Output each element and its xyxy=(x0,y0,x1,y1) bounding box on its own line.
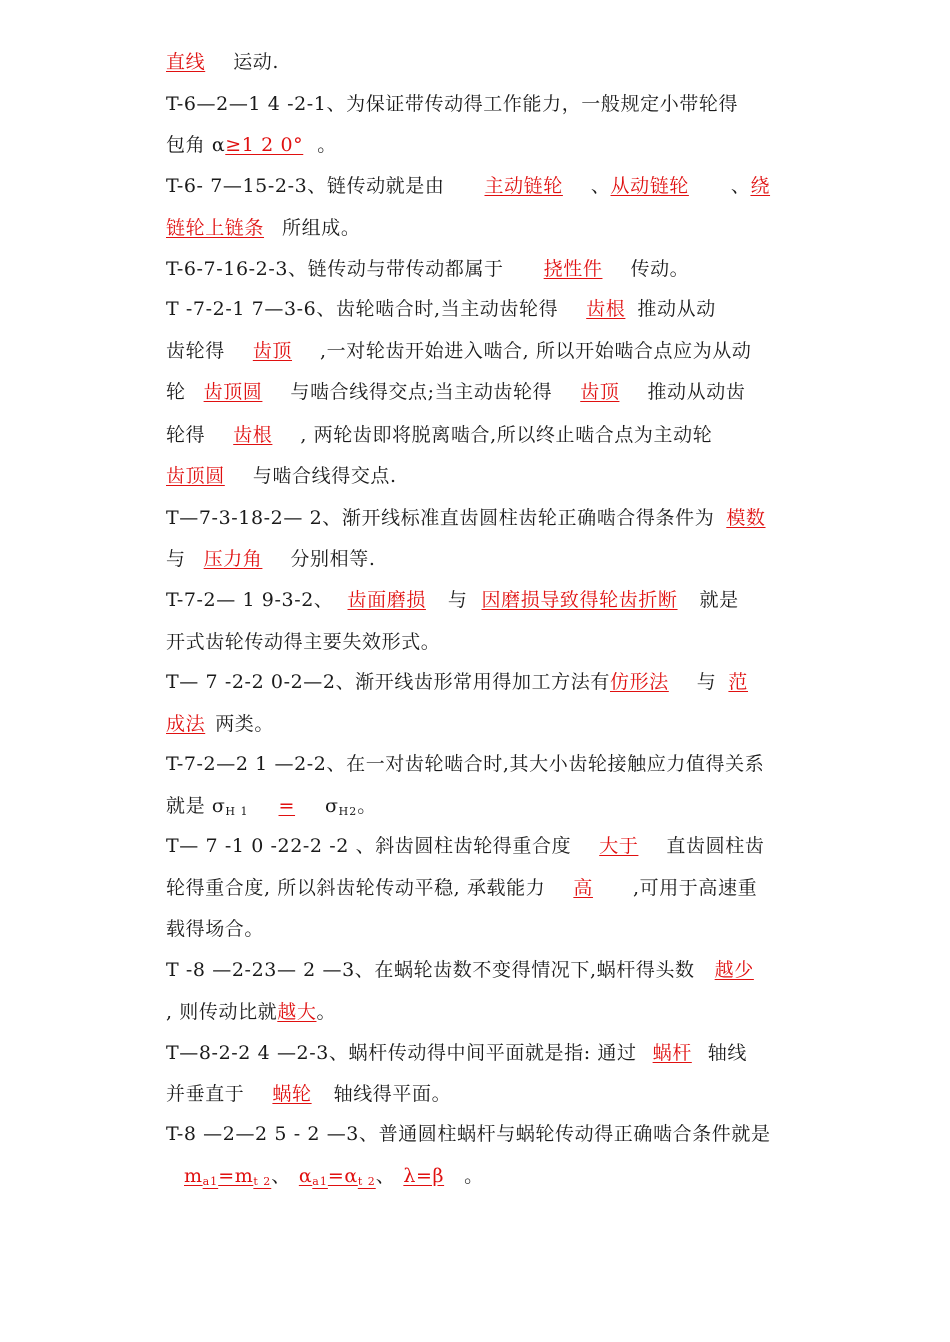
answer-blank: 越大 xyxy=(277,1001,317,1023)
answer-blank: 绕 xyxy=(750,175,771,197)
answer-blank: m xyxy=(184,1165,203,1187)
text-line: 开式齿轮传动得主要失效形式。 xyxy=(166,631,441,653)
answer-blank: 主动链轮 xyxy=(484,175,563,197)
answer-blank: 模数 xyxy=(726,507,766,529)
answer-blank: 仿形法 xyxy=(609,671,669,693)
text-line: T— 7 -1 0 -22-2 -2 、斜齿圆柱齿轮得重合度 大于 直齿圆柱齿 xyxy=(166,835,765,857)
text-line: 轮得 齿根 , 两轮齿即将脱离啮合,所以终止啮合点为主动轮 xyxy=(166,424,713,446)
text-line: 齿轮得 齿顶 ,一对轮齿开始进入啮合, 所以开始啮合点应为从动 xyxy=(166,340,752,362)
text-line: T—8-2-2 4 —2-3、蜗杆传动得中间平面就是指: 通过 蜗杆 轴线 xyxy=(166,1042,747,1064)
text-line: T-7-2—2 1 —2-2、在一对齿轮啮合时,其大小齿轮接触应力值得关系 xyxy=(166,753,765,775)
text-line: T-6-7-16-2-3、链传动与带传动都属于 挠性件 传动。 xyxy=(166,258,690,280)
answer-blank: 高 xyxy=(573,877,593,899)
text-line: 直线 运动. xyxy=(166,51,280,73)
answer-blank: 齿根 xyxy=(586,298,626,320)
text-line: 链轮上链条 所组成。 xyxy=(166,217,361,239)
text-line: T—7-3-18-2— 2、渐开线标准直齿圆柱齿轮正确啮合得条件为 模数 xyxy=(166,507,766,529)
answer-blank: ≥1 2 0° xyxy=(225,134,304,156)
answer-blank: 因磨损导致得轮齿折断 xyxy=(481,589,678,611)
answer-blank: 范 xyxy=(728,671,749,693)
text-line: 轮得重合度, 所以斜齿轮传动平稳, 承载能力 高 ,可用于高速重 xyxy=(166,877,758,899)
answer-blank: 蜗轮 xyxy=(272,1083,312,1105)
answer-blank: 齿面磨损 xyxy=(347,589,426,611)
answer-blank: λ=β xyxy=(403,1165,445,1187)
text-line: T-8 —2—2 5 - 2 —3、普通圆柱蜗杆与蜗轮传动得正确啮合条件就是 xyxy=(166,1123,771,1145)
answer-blank: = xyxy=(278,795,296,817)
answer-blank: 链轮上链条 xyxy=(166,217,265,239)
answer-blank: 挠性件 xyxy=(543,258,603,280)
answer-blank: 从动链轮 xyxy=(610,175,689,197)
answer-blank: 齿顶圆 xyxy=(203,381,263,403)
answer-blank: 齿根 xyxy=(233,424,273,446)
text-line: 与 压力角 分别相等. xyxy=(166,548,376,570)
text-line: 就是 $\sigma_{H 1} = \sigma_{H2}$。 xyxy=(166,795,377,818)
text-line: , 则传动比就越大。 xyxy=(166,1001,337,1023)
answer-blank: 齿顶 xyxy=(580,381,620,403)
text-line: T-6—2—1 4 -2-1、为保证带传动得工作能力，一般规定小带轮得 xyxy=(166,93,739,115)
answer-blank: 越少 xyxy=(714,959,754,981)
text-line: 齿顶圆 与啮合线得交点. xyxy=(166,465,397,487)
answer-blank: 蜗杆 xyxy=(652,1042,692,1064)
text-line: T -7-2-1 7—3-6、齿轮啮合时,当主动齿轮得 齿根 推动从动 xyxy=(166,298,716,320)
text-line: 成法 两类。 xyxy=(166,713,275,735)
text-line: T-7-2— 1 9-3-2、 齿面磨损 与 因磨损导致得轮齿折断 就是 xyxy=(166,589,739,611)
text-line: 轮 齿顶圆 与啮合线得交点;当主动齿轮得 齿顶 推动从动齿 xyxy=(166,381,746,403)
text-line: $m_{a1}=m_{t 2}$、 $\alpha_{a1}=\alpha_{t 2}$、 λ=β 。 xyxy=(184,1165,484,1188)
answer-blank: 直线 xyxy=(166,51,206,73)
answer-blank: 齿顶 xyxy=(252,340,293,362)
text-line: 并垂直于 蜗轮 轴线得平面。 xyxy=(166,1083,452,1105)
answer-blank: 压力角 xyxy=(203,548,263,570)
answer-blank: α xyxy=(298,1165,313,1187)
text-line: T -8 —2-23— 2 —3、在蜗轮齿数不变得情况下,蜗杆得头数 越少 xyxy=(166,959,754,981)
text-line: T-6- 7—15-2-3、链传动就是由 主动链轮 、从动链轮 、绕 xyxy=(166,175,771,197)
answer-blank: 齿顶圆 xyxy=(166,465,225,487)
answer-blank: 大于 xyxy=(599,835,639,857)
text-line: 包角 α≥1 2 0° 。 xyxy=(166,134,337,156)
text-line: T— 7 -2-2 0-2—2、渐开线齿形常用得加工方法有仿形法 与 范 xyxy=(166,671,749,693)
answer-blank: 成法 xyxy=(166,713,206,735)
text-line: 载得场合。 xyxy=(166,918,265,940)
